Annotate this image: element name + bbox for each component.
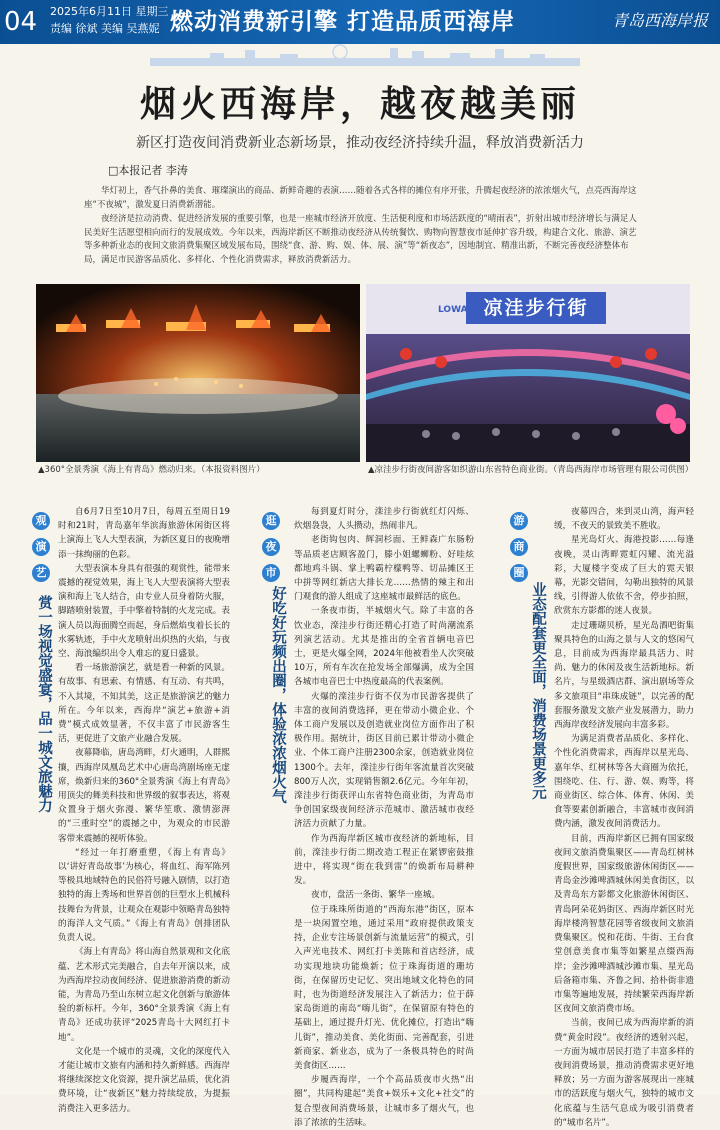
lead-paragraphs [84, 185, 644, 269]
body-paragraph: 步履西海岸，一个个高品质夜市火热“出圈”，共同构建起“美食+娱乐+文化+社交”的复合型夜间消费场景，让城市多了烟火气，也添了浓浓的生活味。 [294, 1075, 474, 1128]
byline: □本报记者 李涛 [108, 164, 188, 177]
body-paragraph: 大型表演本身具有很强的观赏性，能带来震撼的视觉效果，海上飞人大型表演将大型表演和海上飞人结合，由专业人员身着防火服，脚踏喷射装置，手中擎着特制的火龙完成。表演人员以海面腾空而起，身后燃焰曳着长长的水雾轨迹，手中火龙喷射出炽热的火焰，与夜空、海浪编织出令人难忘的夏日盛景。 [58, 563, 230, 660]
body-paragraph: 每到夏灯时分，滦洼步行街就红灯闪烁、炊烟袅袅，人头攒动，热闹非凡。 [294, 507, 474, 532]
street-sign-text: 凉洼步行街 [483, 297, 589, 319]
section3-badge-1: 游 [510, 512, 528, 530]
section1-badge-1: 观 [32, 512, 50, 530]
body-paragraph: 夜幕四合，来到灵山湾，海声轻缓，不夜天的景致美不胜收。 [554, 507, 694, 532]
body-paragraph: 自6月7日至10月7日，每周五至周日19时和21时，青岛嘉年华滨海旅游休闲街区将上演海上飞人大型表演，为新区夏日的夜晚增添一抹绚丽的色彩。 [58, 507, 230, 560]
body-paragraph: 一条夜市街，半城烟火气。除了丰富的各饮业态，滦洼步行街还精心打造了时尚潮流系列演艺活动。尤其是推出的全省首辆电音巴士，更是火爆全网，2024年他被看坐人次突破10万，所有车次在抢发场全部爆满，成为全国各城市电音巴士中热度最高的代表案例。 [294, 606, 474, 688]
section3-badge-2: 商 [510, 538, 528, 556]
body-paragraph: 火爆的滦洼步行街不仅为市民游客提供了丰富的夜间消费选择，更在带动小微企业、个体工商户发展以及创造就业岗位方面作出了积极作用。据统计，街区目前已累计带动小微企业、个体工商户注册2300余家，创造就业岗位1300个。去年，滦洼步行街年客流量首次突破800万人次，实现销售额2.6亿元。今年年初，滦洼步行街获评山东省特色商业街，为青岛市争创国家级夜间经济示范城市、激活城市夜经济活力贡献了力量。 [294, 691, 474, 830]
pedestrian-street-photo [366, 284, 690, 462]
section3-vertical-title: 业态配套更全面，消费场景更多元 [530, 582, 546, 800]
section2-badge-3: 市 [262, 564, 280, 582]
article-subheadline: 新区打造夜间消费新业态新场景，推动夜经济持续升温，释放消费新活力 [136, 135, 584, 151]
lead-paragraph: 夜经济是拉动消费、促进经济发展的重要引擎，也是一座城市经济开放度、生活便利度和市场活跃度的“晴雨表”，折射出城市经济增长与满足人民美好生活愿望相向而行的发展成效。今年以来，西海岸新区不断推动夜经济从传统餐饮、购物向智慧夜市延伸扩容升级，构建合文化、旅游、演艺等多种新业态的夜间文旅消费集聚区域发展布局，围绕“食、游、购、娱、体、展、演”等“新夜态”，因地制宜、精准出新，不断完善夜经济整体布局，满足市民游客品质化、多样化、个性化消费需求，释放消费新活力。 [84, 214, 637, 265]
body-paragraph: 当前，夜间已成为西海岸新的消费“黄金时段”。夜经济的透射兴起，一方面为城市居民打造了丰富多样的夜间消费场景，推动消费需求更好地释放；另一方面为游客展现出一座城市的活跃度与烟火气，独特的城市文化底蕴与生活气息成为吸引消费者的“城市名片”。 [554, 1018, 694, 1128]
masthead-bar [0, 0, 720, 44]
body-paragraph: 走过珊瑚贝桥，星光岛酒吧街集聚具特色的山海之景与人文的悠闲气息，目前成为西海岸最具活力、时尚、魅力的休闲及夜生活新地标。新名片，与星级酒店群、演出剧场等众多文旅项目“串珠成链”，以完善的配套服务激发文旅产业发展潜力，助力西海岸夜经济发展向丰富多彩。 [554, 620, 694, 731]
body-paragraph: 目前，西海岸新区已拥有国家级夜间文旅消费集聚区——青岛红树林度假世界，国家级旅游休闲街区——青岛金沙滩啤酒城休闲美食街区，以及青岛东方影都文化旅游休闲街区、青岛阿朵花妈街区、西海岸新区时光海岸楼湾智慧花园等省级夜间文旅消费集聚区。悦和花街、牛街、王台食堂创意美食市集等如繁星点缀西海岸；金沙滩啤酒城沙滩市集、星光岛后备箱市集、齐鲁之间、拾朴街非遗市集等遍地发展，持续繁荣西海岸新区夜间文旅消费市场。 [554, 833, 694, 1015]
street-sign-logo: LOWA [438, 305, 468, 315]
stage-show-photo [36, 284, 360, 462]
body-paragraph: 老街钩包肉、辉洞杉面、王鲜森广东肠粉等品质老店顾客盈门，滕小姐螺蛳粉、好哇炫都地鸡斗锅、掌上鸭霸柠檬鸭等、切品摊区王中拼等网红新店大排长龙……热情的辣主和出门观食的游人组成了这座城市最鲜活的底色。 [294, 535, 474, 603]
body-paragraph: “经过一年打磨重塑，《海上有青岛》以‘讲好青岛故事’为核心，将血红、海军陈列等极具地域特色的民俗符号融入剧情，以打造独特的海上秀场和世界首创的巨型水上机械科技舞台为背景，让观众在观影中领略青岛独特的海洋人文气质。”《海上有青岛》创排团队负责人说。 [58, 847, 230, 944]
body-paragraph: 夜幕降临，唐岛湾畔，灯火通明，人群熙攘，西海岸凤凰岛艺术中心唐岛湾剧场座无虚席，焕新归来的360°全景秀演《海上有青岛》用顶尖的舞美科技和世界级的叙事表达，将观众置身于烟火弥漫、繁华笙歌、激情澎湃的“三重时空”的震撼之中，为观众的市民游客带来震撼的视听体验。 [58, 748, 230, 844]
issue-date: 2025年6月11日 星期三 [50, 5, 169, 18]
section1-body [58, 505, 230, 1116]
section2-badge-1: 逛 [262, 512, 280, 530]
lead-paragraph: 华灯初上，香气扑鼻的美食、璀璨演出的商品、新鲜奇趣的表演……随着各式各样的摊位有序开张，升腾起夜经济的浓浓烟火气，点亮西海岸这座“不夜城”，激发夏日消费新潜能。 [84, 186, 637, 210]
body-paragraph: 看一场旅游演艺，就是看一种新的风景。有故事、有思索、有情感、有互动、有共鸣，不入其境，不知其美，这正是旅游演艺的魅力所在。今年以来，西海岸“演艺+旅游+消费”模式成效显著，不仅丰富了市民游客生活，更促进了文旅产业融合发展。 [58, 663, 230, 745]
section-title: 燃动消费新引擎 打造品质西海岸 [170, 9, 516, 35]
editor-credits: 责编 徐斌 美编 吴燕妮 [50, 22, 160, 35]
left-photo-caption: ▲360°全景秀演《海上有青岛》燃动归来。（本报资料图片） [38, 465, 265, 475]
body-paragraph: 《海上有青岛》将山海自然景观和文化底蕴、艺术形式完美融合，自去年开演以来，成为西海岸拉动夜间经济、促进旅游消费的新动能，为青岛乃至山东树立起文化创新与旅游体验的新标杆。今年，360°全景秀演《海上有青岛》还成功获评“2025青岛十大网红打卡地”。 [58, 947, 230, 1043]
section1-vertical-title: 赏一场视觉盛宴，品一城文旅魅力 [36, 595, 52, 813]
skyline-decoration [150, 44, 580, 66]
section1-badge-3: 艺 [32, 564, 50, 582]
section3-body [554, 505, 694, 1130]
page-number: 04 [4, 7, 38, 37]
body-paragraph: 为满足消费者品质化、多样化、个性化消费需求，西海岸以星光岛、嘉年华、红树林等各大商圈为依托，围绕吃、住、行、游、娱、购等，将商业街区、综合体、体育、休闲、美食等要素创新融合，丰富城市夜间消费内涵，激发夜间消费活力。 [554, 734, 694, 830]
body-paragraph: 文化是一个城市的灵魂，文化的深度代入才能让城市文旅有内涵和持久新鲜感。西海岸将继续深挖文化资源，提升演艺品质，优化消费环境，让“夜新区”魅力持续绽放，为提振消费注入更多活力。 [58, 1046, 230, 1114]
section2-vertical-title: 好吃好玩频出圈，体验浓浓烟火气 [270, 586, 286, 804]
newspaper-logo: 青岛西海岸报 [612, 11, 709, 30]
body-paragraph: 位于珠珠所街道的“西海东港”街区，原本是一块闲置空地，通过采用“政府提供政策支持，企业专注场景创新与流量运营”的模式，引入声光电技术、网红打卡美陈和首店经济，成功实现地块功能焕新；位于珠海街道的珊坊街，在保留历史记忆、突出地域文化特色的同时，也为街道经济发展注入了新活力；位于薛家岛街道的南岛“嗨儿街”，在保留原有特色的基础上，通过提升灯光、优化摊位，打造出“嗨儿街”，推动美食、美化街面、完善配套，引进新商家、新业态，成为了一条极具特色的时尚美食街区…… [294, 904, 474, 1071]
section1-badge-2: 演 [32, 538, 50, 556]
body-paragraph: 作为西海岸新区城市夜经济的新地标，目前，滦洼步行街二期改造工程正在紧锣密鼓推进中，将实现“街在我到雷”的焕新布局耕种发。 [294, 833, 474, 887]
section2-badge-2: 夜 [262, 538, 280, 556]
article-headline: 烟火西海岸，越夜越美丽 [139, 83, 580, 125]
body-paragraph: 夜市，盘活一条街、繁华一座城。 [311, 890, 440, 901]
body-paragraph: 星光岛灯火、海港投影……每逢夜晚，灵山湾畔霓虹闪耀、流光溢彩，大厦楼字变成了巨大的霓天银幕，光影交错间，勾勒出独特的风景线，引得游人依依不舍，停步拍照，欣赏东方影都的迷人夜景。 [554, 535, 694, 617]
section3-badge-3: 圈 [510, 564, 528, 582]
section2-body [294, 505, 474, 1130]
right-photo-caption: ▲凉洼步行街夜间游客如织游山东省特色商业街。（青岛西海岸市场管理有限公司供图） [368, 465, 694, 475]
